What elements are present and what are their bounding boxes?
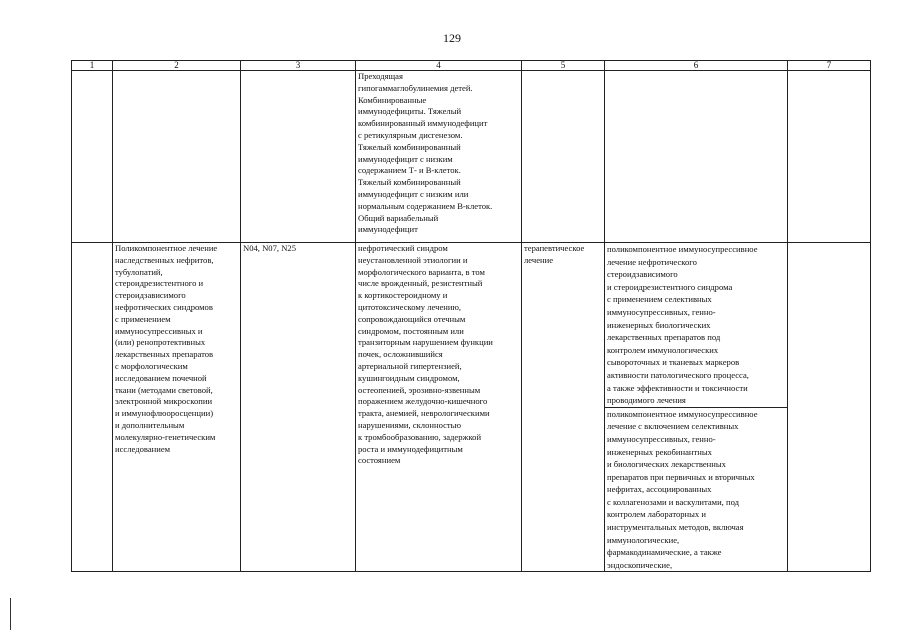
row2-treatment-type: терапевтическое лечение <box>522 243 605 572</box>
header-cell-1: 1 <box>72 61 113 71</box>
procedure-table <box>71 60 871 572</box>
header-row <box>72 61 871 71</box>
header-cell-4: 4 <box>356 61 522 71</box>
row1-col5 <box>522 71 605 243</box>
row2-icd-codes: N04, N07, N25 <box>241 243 356 572</box>
header-cell-5: 5 <box>522 61 605 71</box>
treatment-method-1: поликомпонентное иммуносупрессивное лечение нефротического стероидзависимого и стероидрезистентного синдрома с применением селективных иммуносупрессивных, генно- инженерных биологических лекарственных препаратов под контролем иммунологических сывороточных и тканевых маркеров активности патологического процесса, а также эффективности и токсичности проводимого лечения <box>607 244 758 406</box>
header-cell-3: 3 <box>241 61 356 71</box>
row1-col3 <box>241 71 356 243</box>
row2-treatment-methods <box>605 243 788 572</box>
header-cell-6: 6 <box>605 61 788 71</box>
row1-col6 <box>605 71 788 243</box>
page-number: 129 <box>443 31 461 45</box>
header-cell-2: 2 <box>113 61 241 71</box>
header-cell-7: 7 <box>788 61 871 71</box>
table-row-nephritis <box>72 243 871 572</box>
row2-treatment-name: Поликомпонентное лечение наследственных нефритов, тубулопатий, стероидрезистентного и стероидзависимого нефротических синдромов с применением иммуносупрессивных и (или) ренопротективных лекарственных препаратов с морфологическим исследованием почечной ткани (методами световой, электронной микроскопии и иммунофлюоросценции) и дополнительным молекулярно-генетическим исследованием <box>113 243 241 572</box>
row1-diagnosis: Преходящая гипогаммаглобулинемия детей. Комбинированные иммунодефициты. Тяжелый комбинированный иммунодефицит с ретикулярным дисгенезом. Тяжелый комбинированный иммунодефицит с низким содержанием Т- и В-клеток. Тяжелый комбинированный иммунодефицит с низким или нормальным содержанием В-клеток. Общий вариабельный иммунодефицит <box>356 71 522 243</box>
margin-mark <box>10 598 11 630</box>
treatment-method-2: поликомпонентное иммуносупрессивное лечение с включением селективных иммуносупрессивных, генно- инженерных рекобинантных и биологических лекарственных препаратов при первичных и вторичных нефритах, ассоциированных с коллагенозами и васкулитами, под контролем лабораторных и инструментальных методов, включая иммунологические, фармакодинамические, а также эндоскопические, <box>605 407 787 572</box>
row2-col1 <box>72 243 113 572</box>
row1-col7 <box>788 71 871 243</box>
row2-diagnosis: нефротический синдром неустановленной этиологии и морфологического варианта, в том числе врожденный, резистентный к кортикостероидному и цитотоксическому лечению, сопровождающийся отечным синдромом, постоянным или транзиторным нарушением функции почек, осложнившийся артериальной гипертензией, кушингоидным синдромом, остеопенией, эрозивно-язвенным поражением желудочно-кишечного тракта, анемией, неврологическими нарушениями, склонностью к тромбообразованию, задержкой роста и иммунодефицитным состоянием <box>356 243 522 572</box>
row1-col1 <box>72 71 113 243</box>
table-row-continuation <box>72 71 871 243</box>
row1-col2 <box>113 71 241 243</box>
row2-col7 <box>788 243 871 572</box>
